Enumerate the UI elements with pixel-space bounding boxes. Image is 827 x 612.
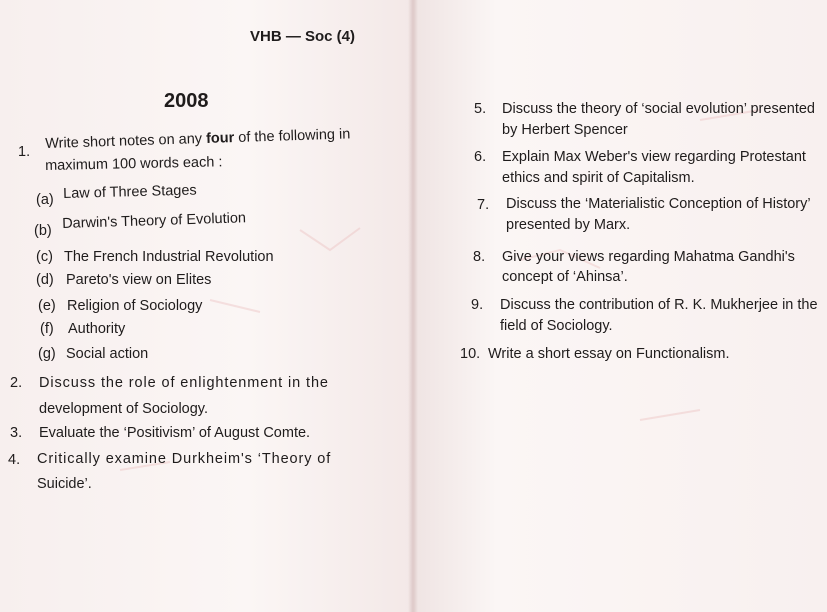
question-number: 4. (8, 452, 21, 468)
question-1-prompt: Write short notes on any four of the following in (44, 126, 351, 152)
sub-item-text: Darwin's Theory of Evolution (61, 210, 247, 232)
question-number: 10. (460, 346, 481, 362)
sub-item-label: (d) (36, 272, 54, 288)
question-text-line: Discuss the ‘Materialistic Conception of History’ (506, 196, 811, 212)
question-text-line: Give your views regarding Mahatma Gandhi's (502, 249, 795, 265)
question-text-line: Explain Max Weber's view regarding Protestant (502, 149, 806, 165)
question-text-line: Discuss the theory of ‘social evolution’ presented (502, 101, 815, 117)
question-text-line: Critically examine Durkheim's ‘Theory of (37, 451, 332, 467)
sub-item-label: (e) (38, 298, 56, 314)
question-number: 8. (473, 249, 486, 265)
paper-code: VHB — Soc (4) (250, 28, 356, 45)
question-number: 1. (18, 144, 31, 160)
question-1-prompt-line2: maximum 100 words each : (44, 154, 223, 174)
question-number: 7. (477, 197, 490, 213)
question-text-line: Discuss the role of enlightenment in the (39, 375, 329, 391)
sub-item-label: (g) (38, 346, 56, 362)
question-number: 9. (471, 297, 484, 313)
sub-item-text: Authority (68, 321, 126, 337)
question-text-line: field of Sociology. (500, 318, 613, 334)
question-text-line: concept of ‘Ahinsa’. (502, 269, 628, 285)
question-text-line: Evaluate the ‘Positivism’ of August Comte. (39, 425, 311, 441)
question-text-line: Write a short essay on Functionalism. (488, 346, 730, 362)
question-number: 6. (474, 149, 487, 165)
sub-item-label: (c) (36, 249, 53, 265)
sub-item-text: The French Industrial Revolution (64, 249, 274, 265)
sub-item-text: Social action (66, 346, 149, 362)
sub-item-text: Religion of Sociology (67, 298, 203, 314)
question-text-line: development of Sociology. (39, 401, 209, 417)
question-text-line: ethics and spirit of Capitalism. (502, 170, 695, 186)
exam-year: 2008 (164, 90, 209, 112)
question-number: 3. (10, 425, 23, 441)
sub-item-text: Law of Three Stages (62, 182, 197, 202)
question-text-line: Suicide’. (37, 476, 92, 492)
question-text-line: presented by Marx. (506, 217, 631, 233)
sub-item-label: (a) (36, 192, 54, 208)
question-number: 2. (10, 375, 23, 391)
question-number: 5. (474, 101, 487, 117)
question-text-line: Discuss the contribution of R. K. Mukherjee in the (500, 297, 818, 313)
sub-item-label: (b) (34, 223, 52, 239)
sub-item-text: Pareto's view on Elites (66, 272, 212, 288)
question-text-line: by Herbert Spencer (502, 122, 628, 138)
sub-item-label: (f) (40, 321, 54, 337)
